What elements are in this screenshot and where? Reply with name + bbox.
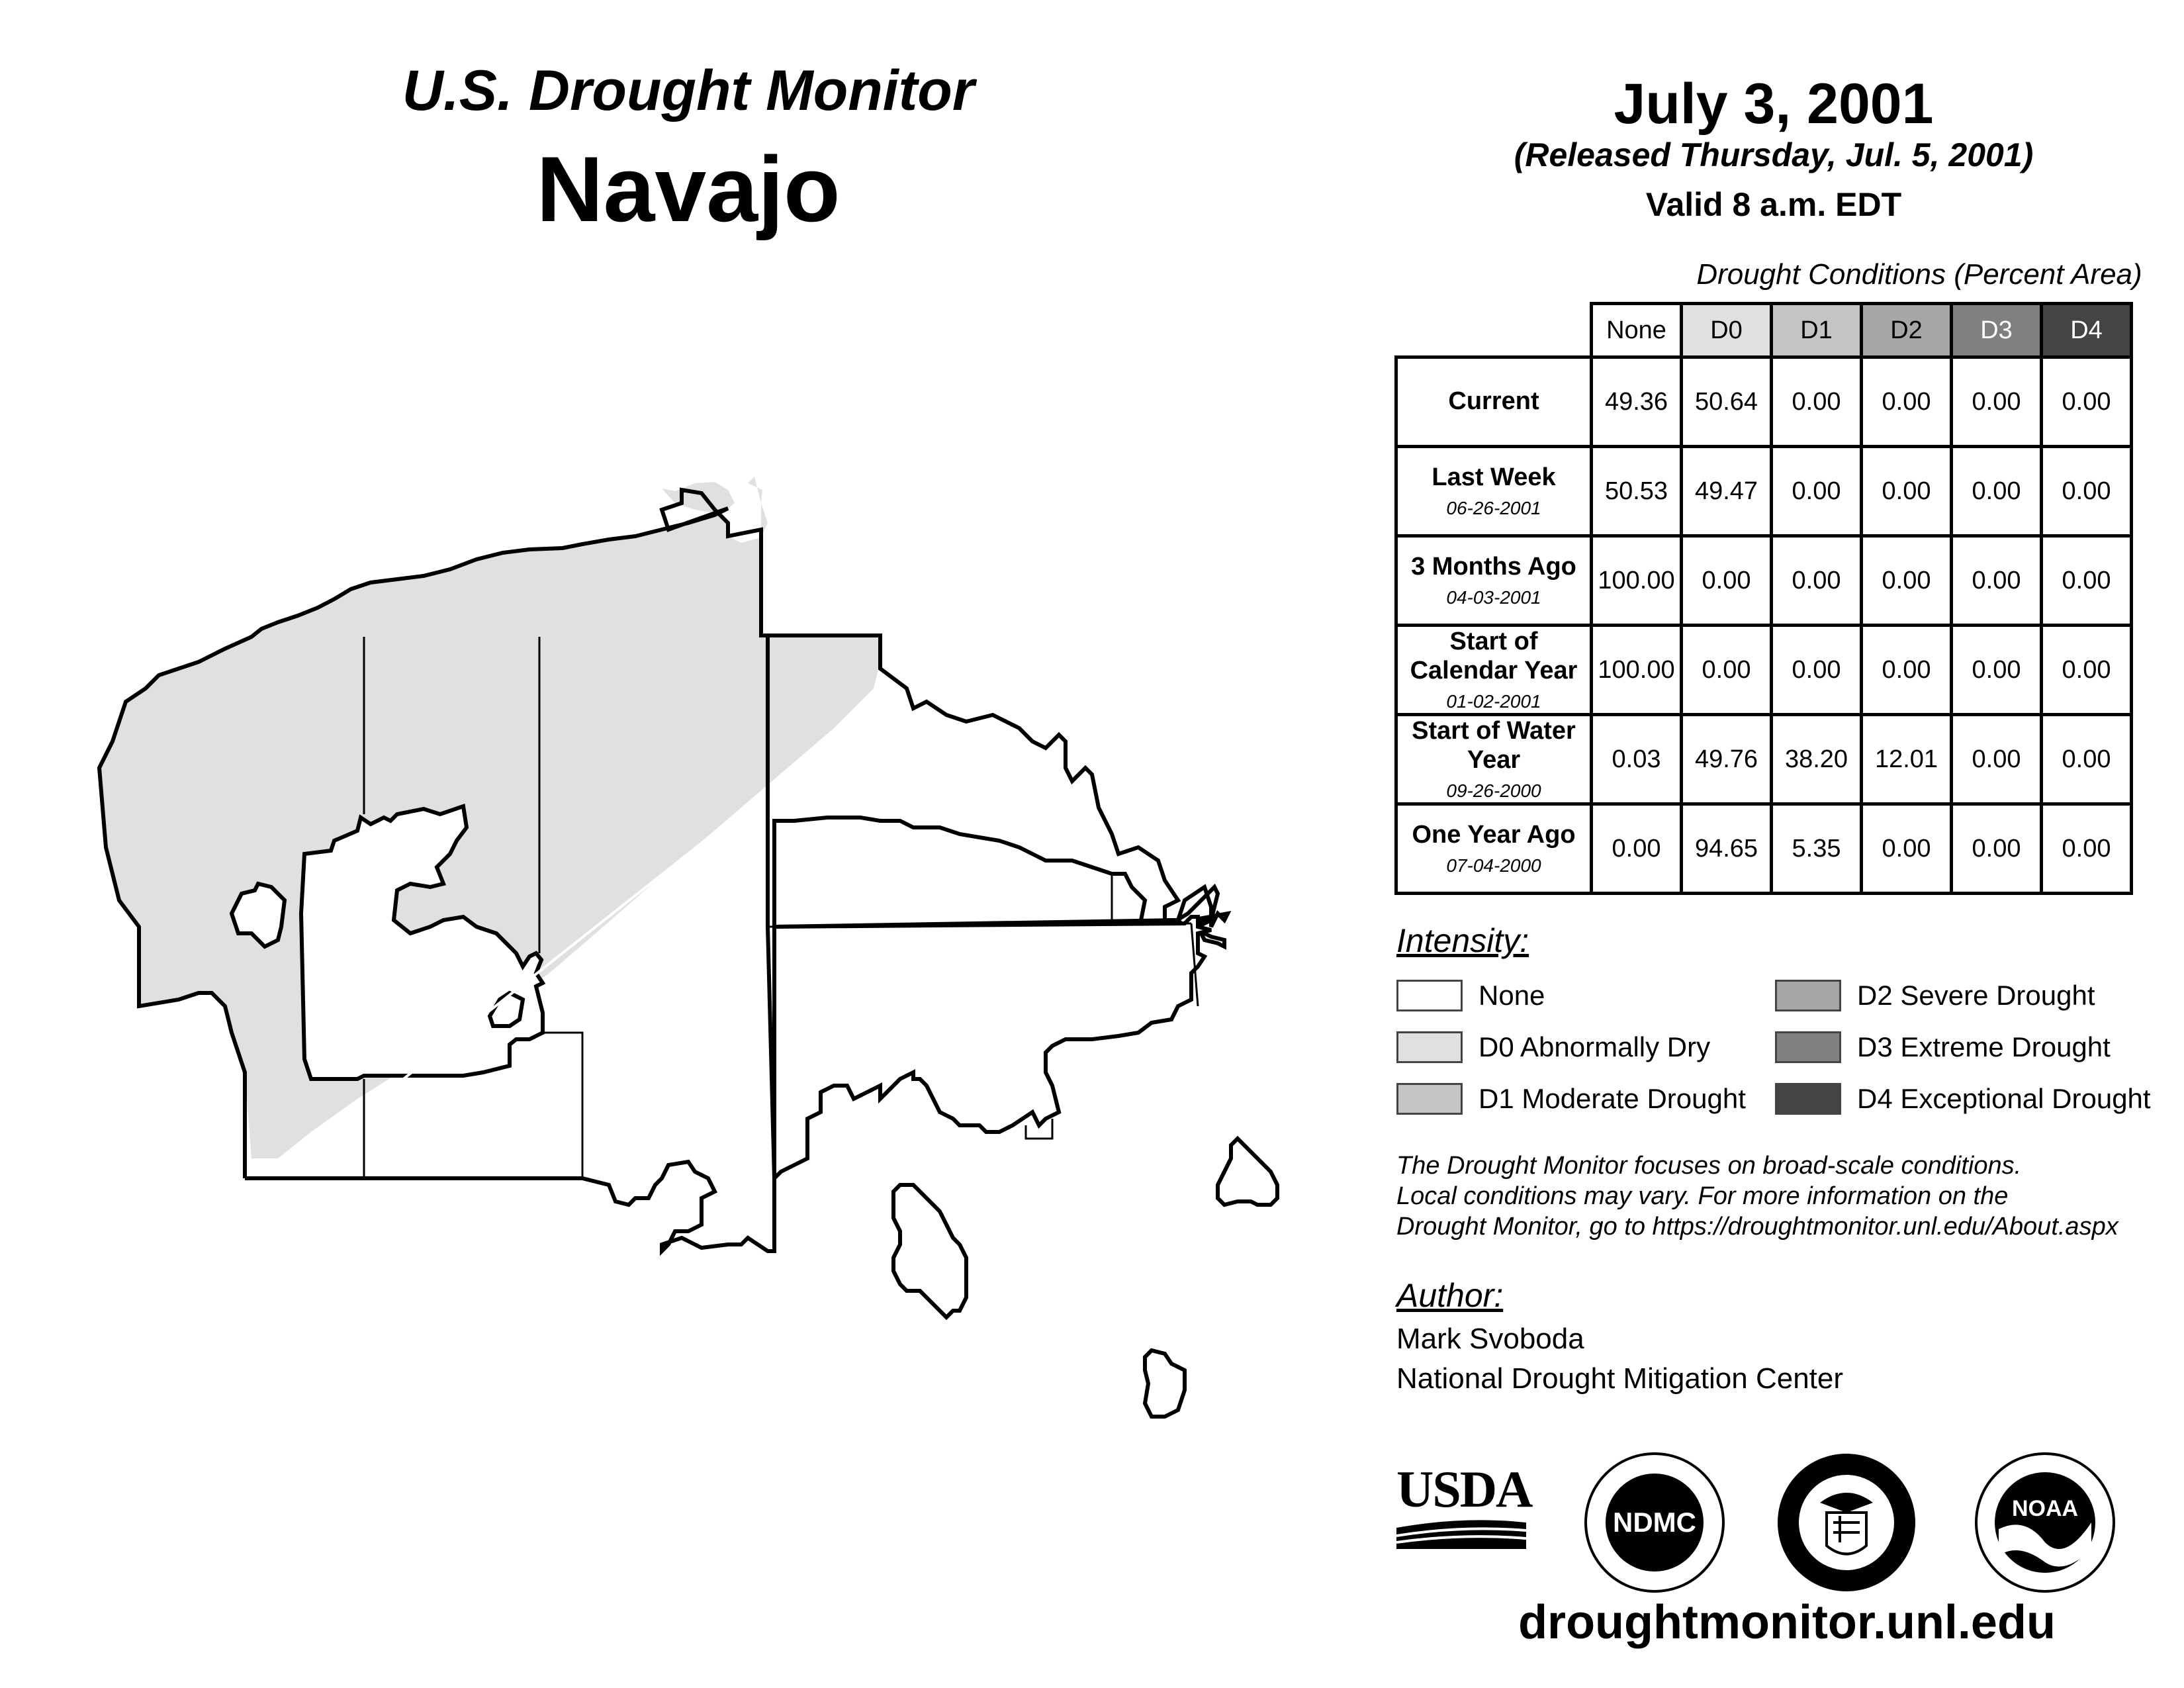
- note-line: Local conditions may vary. For more information on the: [1396, 1182, 2009, 1210]
- usda-logo-swoosh: [1396, 1516, 1529, 1562]
- legend-label: D4 Exceptional Drought: [1857, 1083, 2151, 1114]
- cell-d0: 0.00: [1682, 536, 1772, 626]
- cell-none: 100.00: [1592, 626, 1682, 715]
- table-row: [1396, 536, 2132, 626]
- note-line: Drought Monitor, go to https://droughtmonitor.unl.edu/About.aspx: [1396, 1213, 2118, 1241]
- table-caption: Drought Conditions (Percent Area): [1696, 258, 2142, 291]
- cell-d3: 0.00: [1952, 536, 2042, 626]
- table-row: [1396, 804, 2132, 894]
- cell-d1: 5.35: [1772, 804, 1862, 894]
- legend-swatch: [1775, 1031, 1841, 1063]
- legend-label: D0 Abnormally Dry: [1479, 1031, 1711, 1062]
- legend-swatch: [1396, 1031, 1463, 1063]
- cell-d4: 0.00: [2042, 804, 2132, 894]
- legend-item-d3: [1775, 1031, 2111, 1063]
- cell-d4: 0.00: [2042, 536, 2132, 626]
- cell-d3: 0.00: [1952, 626, 2042, 715]
- website-url[interactable]: droughtmonitor.unl.edu: [1518, 1596, 2056, 1649]
- legend-item-d4: [1775, 1083, 2151, 1115]
- island-1: [893, 1185, 966, 1317]
- cell-d0: 50.64: [1682, 357, 1772, 447]
- cell-d2: 0.00: [1862, 804, 1952, 894]
- cell-d0: 49.47: [1682, 447, 1772, 536]
- legend-label: D1 Moderate Drought: [1479, 1083, 1746, 1114]
- col-d2: D2: [1862, 304, 1952, 357]
- noaa-logo-seal: [1972, 1450, 2118, 1595]
- island-3: [1145, 1350, 1185, 1417]
- noaa-logo-text: NOAA: [2011, 1496, 2079, 1521]
- row-label-text: 3 Months Ago: [1411, 553, 1576, 581]
- table-row: [1396, 357, 2132, 447]
- row-label-text: Start of Water Year: [1412, 717, 1576, 774]
- cell-d4: 0.00: [2042, 447, 2132, 536]
- col-d1: D1: [1772, 304, 1862, 357]
- cell-d2: 12.01: [1862, 715, 1952, 804]
- col-d3: D3: [1952, 304, 2042, 357]
- legend-swatch: [1396, 1083, 1463, 1115]
- row-label: [1396, 715, 1592, 804]
- cell-d3: 0.00: [1952, 357, 2042, 447]
- cell-none: 50.53: [1592, 447, 1682, 536]
- row-date: 01-02-2001: [1446, 690, 1541, 712]
- cell-d0: 0.00: [1682, 626, 1772, 715]
- cell-d4: 0.00: [2042, 357, 2132, 447]
- row-label: [1396, 626, 1592, 715]
- region-title: Navajo: [536, 137, 841, 241]
- legend-item-d0: [1396, 1031, 1710, 1063]
- col-d0: D0: [1682, 304, 1772, 357]
- row-date: 04-03-2001: [1446, 586, 1541, 608]
- legend-label: D3 Extreme Drought: [1857, 1031, 2111, 1062]
- cell-d4: 0.00: [2042, 715, 2132, 804]
- row-label: [1396, 357, 1592, 447]
- commerce-logo-seal: [1774, 1450, 1919, 1595]
- valid-time: Valid 8 a.m. EDT: [1645, 186, 1902, 223]
- legend-label: D2 Severe Drought: [1857, 980, 2095, 1011]
- legend-swatch: [1775, 980, 1841, 1011]
- legend-swatch: [1396, 980, 1463, 1011]
- row-date: 07-04-2000: [1446, 855, 1541, 876]
- row-date: 06-26-2001: [1446, 497, 1541, 518]
- table-row: [1396, 715, 2132, 804]
- row-label-text: Last Week: [1432, 463, 1556, 492]
- row-date: 09-26-2000: [1446, 780, 1541, 801]
- ndmc-logo-text: NDMC: [1613, 1507, 1696, 1538]
- row-label: [1396, 447, 1592, 536]
- row-label-text: Current: [1448, 387, 1539, 416]
- author-org: National Drought Mitigation Center: [1396, 1362, 1844, 1395]
- row-label: [1396, 536, 1592, 626]
- table-header-row: [1396, 304, 2132, 357]
- col-d4: D4: [2042, 304, 2132, 357]
- commerce-logo: [1774, 1450, 1919, 1599]
- author-name: Mark Svoboda: [1396, 1323, 1584, 1355]
- island-2: [1218, 1139, 1277, 1205]
- author-title: Author:: [1396, 1277, 1504, 1314]
- legend-item-d1: [1396, 1083, 1746, 1115]
- cell-d2: 0.00: [1862, 626, 1952, 715]
- ndmc-logo: [1582, 1450, 1727, 1599]
- cell-d1: 0.00: [1772, 357, 1862, 447]
- eastern-lobe: [774, 917, 1211, 1178]
- row-label: [1396, 804, 1592, 894]
- cell-d3: 0.00: [1952, 804, 2042, 894]
- cell-d1: 0.00: [1772, 447, 1862, 536]
- legend-item-none: [1396, 980, 1545, 1011]
- cell-d1: 0.00: [1772, 536, 1862, 626]
- table-row: [1396, 626, 2132, 715]
- row-label-text: Start of Calendar Year: [1410, 628, 1578, 684]
- cell-d0: 49.76: [1682, 715, 1772, 804]
- release-date: (Released Thursday, Jul. 5, 2001): [1514, 136, 2034, 173]
- cell-d4: 0.00: [2042, 626, 2132, 715]
- table-row: [1396, 447, 2132, 536]
- note-line: The Drought Monitor focuses on broad-scale conditions.: [1396, 1152, 2022, 1180]
- cell-d0: 94.65: [1682, 804, 1772, 894]
- col-none: None: [1592, 304, 1682, 357]
- cell-d3: 0.00: [1952, 715, 2042, 804]
- disclaimer-note: [1396, 1150, 2158, 1242]
- legend-item-d2: [1775, 980, 2095, 1011]
- row-label-text: One Year Ago: [1412, 821, 1576, 849]
- table-corner: [1396, 304, 1592, 357]
- cell-none: 100.00: [1592, 536, 1682, 626]
- usda-logo: [1396, 1460, 1532, 1562]
- cell-d1: 0.00: [1772, 626, 1862, 715]
- ndmc-logo-seal: [1582, 1450, 1727, 1595]
- cell-none: 0.00: [1592, 804, 1682, 894]
- monitor-subtitle: U.S. Drought Monitor: [402, 59, 975, 122]
- cell-d2: 0.00: [1862, 447, 1952, 536]
- drought-conditions-table: [1394, 302, 2133, 895]
- cell-d2: 0.00: [1862, 536, 1952, 626]
- legend-swatch: [1775, 1083, 1841, 1115]
- cell-none: 49.36: [1592, 357, 1682, 447]
- legend-title: Intensity:: [1396, 922, 1529, 959]
- cell-d3: 0.00: [1952, 447, 2042, 536]
- map-date: July 3, 2001: [1614, 72, 1934, 136]
- cell-none: 0.03: [1592, 715, 1682, 804]
- legend-label: None: [1479, 980, 1545, 1011]
- usda-logo-text: USDA: [1396, 1460, 1532, 1518]
- cell-d2: 0.00: [1862, 357, 1952, 447]
- cell-d1: 38.20: [1772, 715, 1862, 804]
- noaa-logo: [1972, 1450, 2118, 1599]
